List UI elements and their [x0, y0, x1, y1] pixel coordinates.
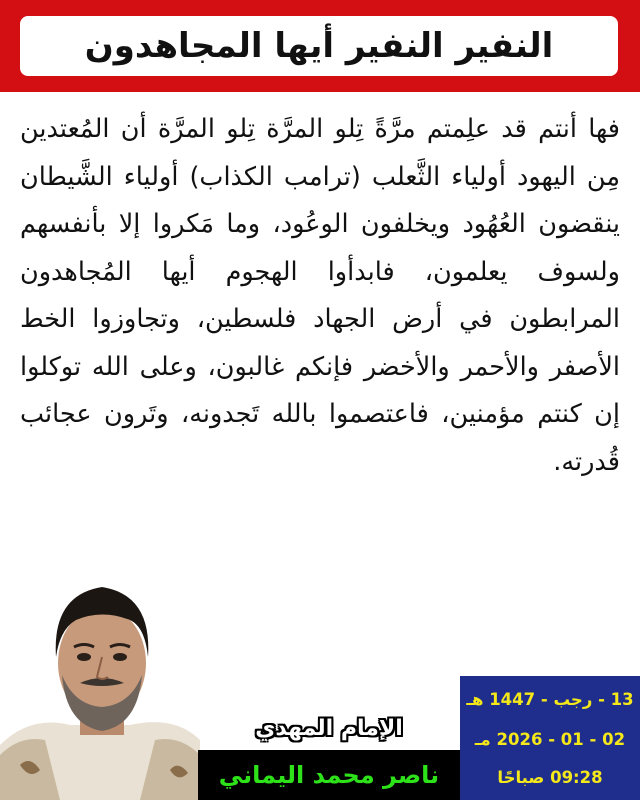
post-time: 09:28 صباحًا [497, 768, 603, 787]
hijri-date: 13 - رجب - 1447 هـ [466, 690, 634, 709]
author-signature [198, 712, 460, 800]
author-name: ناصر محمد اليماني [218, 761, 440, 789]
portrait-illustration [0, 565, 200, 800]
statement-body [14, 100, 626, 620]
page-title: النفير النفير أيها المجاهدون [84, 26, 554, 66]
author-role: الإمام المهدي [255, 716, 403, 741]
statement-text: فها أنتم قد علِمتم مرَّةً تِلو المرَّة تِلو المرَّة أن المُعتدين مِن اليهود أولياء الثَّعلب (ترامب الكذاب) أولياء الشَّيطان ينقضون العُهُود ويخلفون الوعُود، وما مَكروا إلا بأنفسهم ولسوف يعلمون، فابدأوا الهجوم أيها المُجاهدون المرابطون في أرض الجهاد فلسطين، وتجاوزوا الخط الأصفر والأحمر والأخضر فإنكم غالبون، وعلى الله توكلوا إن كنتم مؤمنين، فاعتصموا بالله تَجدونه، وتَرون عجائب قُدرته. [20, 114, 620, 477]
author-name-bar [198, 750, 460, 800]
author-portrait [0, 565, 200, 800]
title-banner [0, 0, 640, 92]
date-panel [460, 676, 640, 800]
title-box [20, 16, 618, 76]
gregorian-date: 02 - 01 - 2026 مـ [474, 730, 626, 749]
